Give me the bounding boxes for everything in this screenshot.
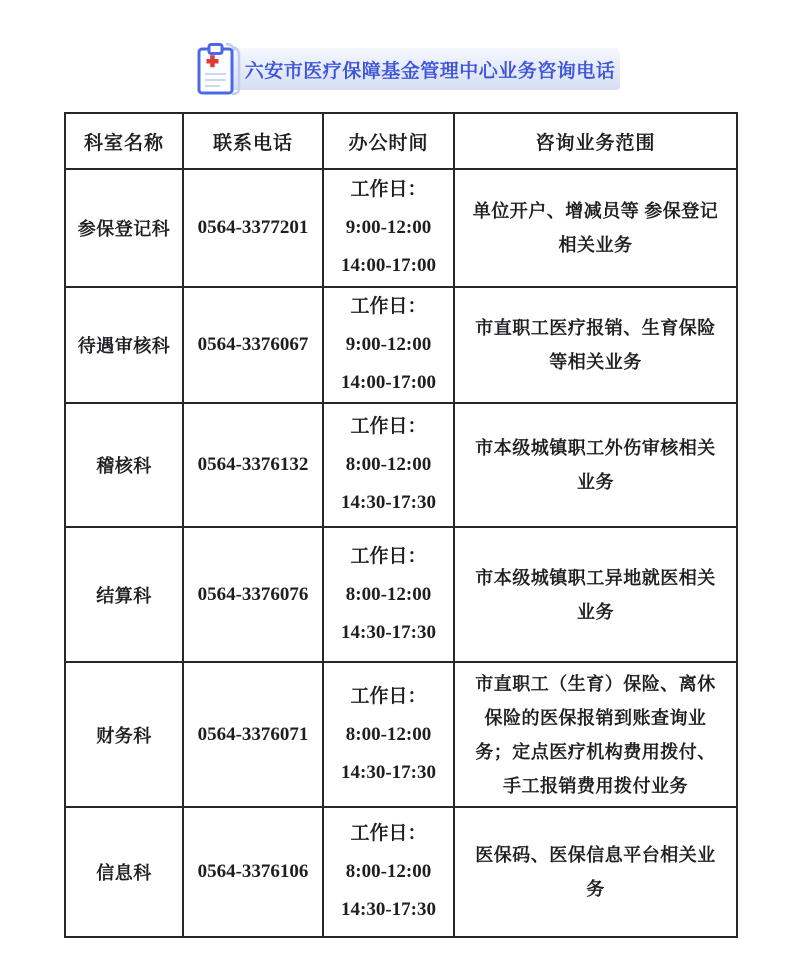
hours-line: 工作日： <box>350 179 427 200</box>
hours-line: 8:00-12:00 <box>345 861 432 882</box>
table-row <box>65 807 737 937</box>
hours-line: 工作日： <box>350 685 427 707</box>
contact-table <box>64 112 738 938</box>
header-scope: 咨询业务范围 <box>454 113 737 169</box>
hours-line: 9:00-12:00 <box>345 217 432 238</box>
department-cell: 结算科 <box>65 527 183 662</box>
header-hours: 办公时间 <box>323 113 454 169</box>
hours-line: 14:30-17:30 <box>341 492 436 513</box>
hours-cell <box>323 527 454 662</box>
table-row <box>65 403 737 527</box>
table-row <box>65 169 737 287</box>
header-phone: 联系电话 <box>183 113 323 169</box>
table-row <box>65 287 737 403</box>
phone-cell: 0564-3376071 <box>183 662 323 807</box>
department-cell: 财务科 <box>65 662 183 807</box>
phone-cell: 0564-3376132 <box>183 403 323 527</box>
medical-clipboard-icon <box>196 42 244 96</box>
page-title: 六安市医疗保障基金管理中心业务咨询电话 <box>244 60 616 82</box>
header-department: 科室名称 <box>65 113 183 169</box>
hours-line: 8:00-12:00 <box>345 723 432 745</box>
phone-cell: 0564-3376076 <box>183 527 323 662</box>
hours-line: 工作日： <box>350 296 427 317</box>
hours-line: 8:00-12:00 <box>345 454 432 475</box>
hours-line: 14:30-17:30 <box>341 899 436 920</box>
hours-line: 14:00-17:00 <box>341 255 436 276</box>
hours-line: 工作日： <box>350 823 427 844</box>
hours-cell <box>323 403 454 527</box>
scope-cell: 单位开户、增减员等 参保登记相关业务 <box>454 169 737 287</box>
hours-line: 工作日： <box>350 416 427 437</box>
title-banner <box>206 48 620 90</box>
hours-line: 14:30-17:30 <box>341 761 436 783</box>
hours-cell <box>323 287 454 403</box>
hours-line: 工作日： <box>350 545 427 567</box>
scope-cell: 市本级城镇职工外伤审核相关业务 <box>454 403 737 527</box>
hours-line: 14:30-17:30 <box>341 621 436 643</box>
hours-line: 9:00-12:00 <box>345 334 432 355</box>
department-cell: 信息科 <box>65 807 183 937</box>
hours-line: 14:00-17:00 <box>341 372 436 393</box>
department-cell: 稽核科 <box>65 403 183 527</box>
scope-cell: 市直职工（生育）保险、离休保险的医保报销到账查询业务；定点医疗机构费用拨付、手工报销费用拨付业务 <box>454 662 737 807</box>
scope-cell: 市本级城镇职工异地就医相关业务 <box>454 527 737 662</box>
hours-cell <box>323 807 454 937</box>
scope-cell: 市直职工医疗报销、生育保险等相关业务 <box>454 287 737 403</box>
phone-cell: 0564-3376106 <box>183 807 323 937</box>
table-row <box>65 662 737 807</box>
phone-cell: 0564-3377201 <box>183 169 323 287</box>
hours-cell <box>323 169 454 287</box>
hours-line: 8:00-12:00 <box>345 583 432 605</box>
department-cell: 参保登记科 <box>65 169 183 287</box>
hours-cell <box>323 662 454 807</box>
phone-cell: 0564-3376067 <box>183 287 323 403</box>
department-cell: 待遇审核科 <box>65 287 183 403</box>
scope-cell: 医保码、医保信息平台相关业务 <box>454 807 737 937</box>
table-header-row <box>65 113 737 169</box>
table-row <box>65 527 737 662</box>
